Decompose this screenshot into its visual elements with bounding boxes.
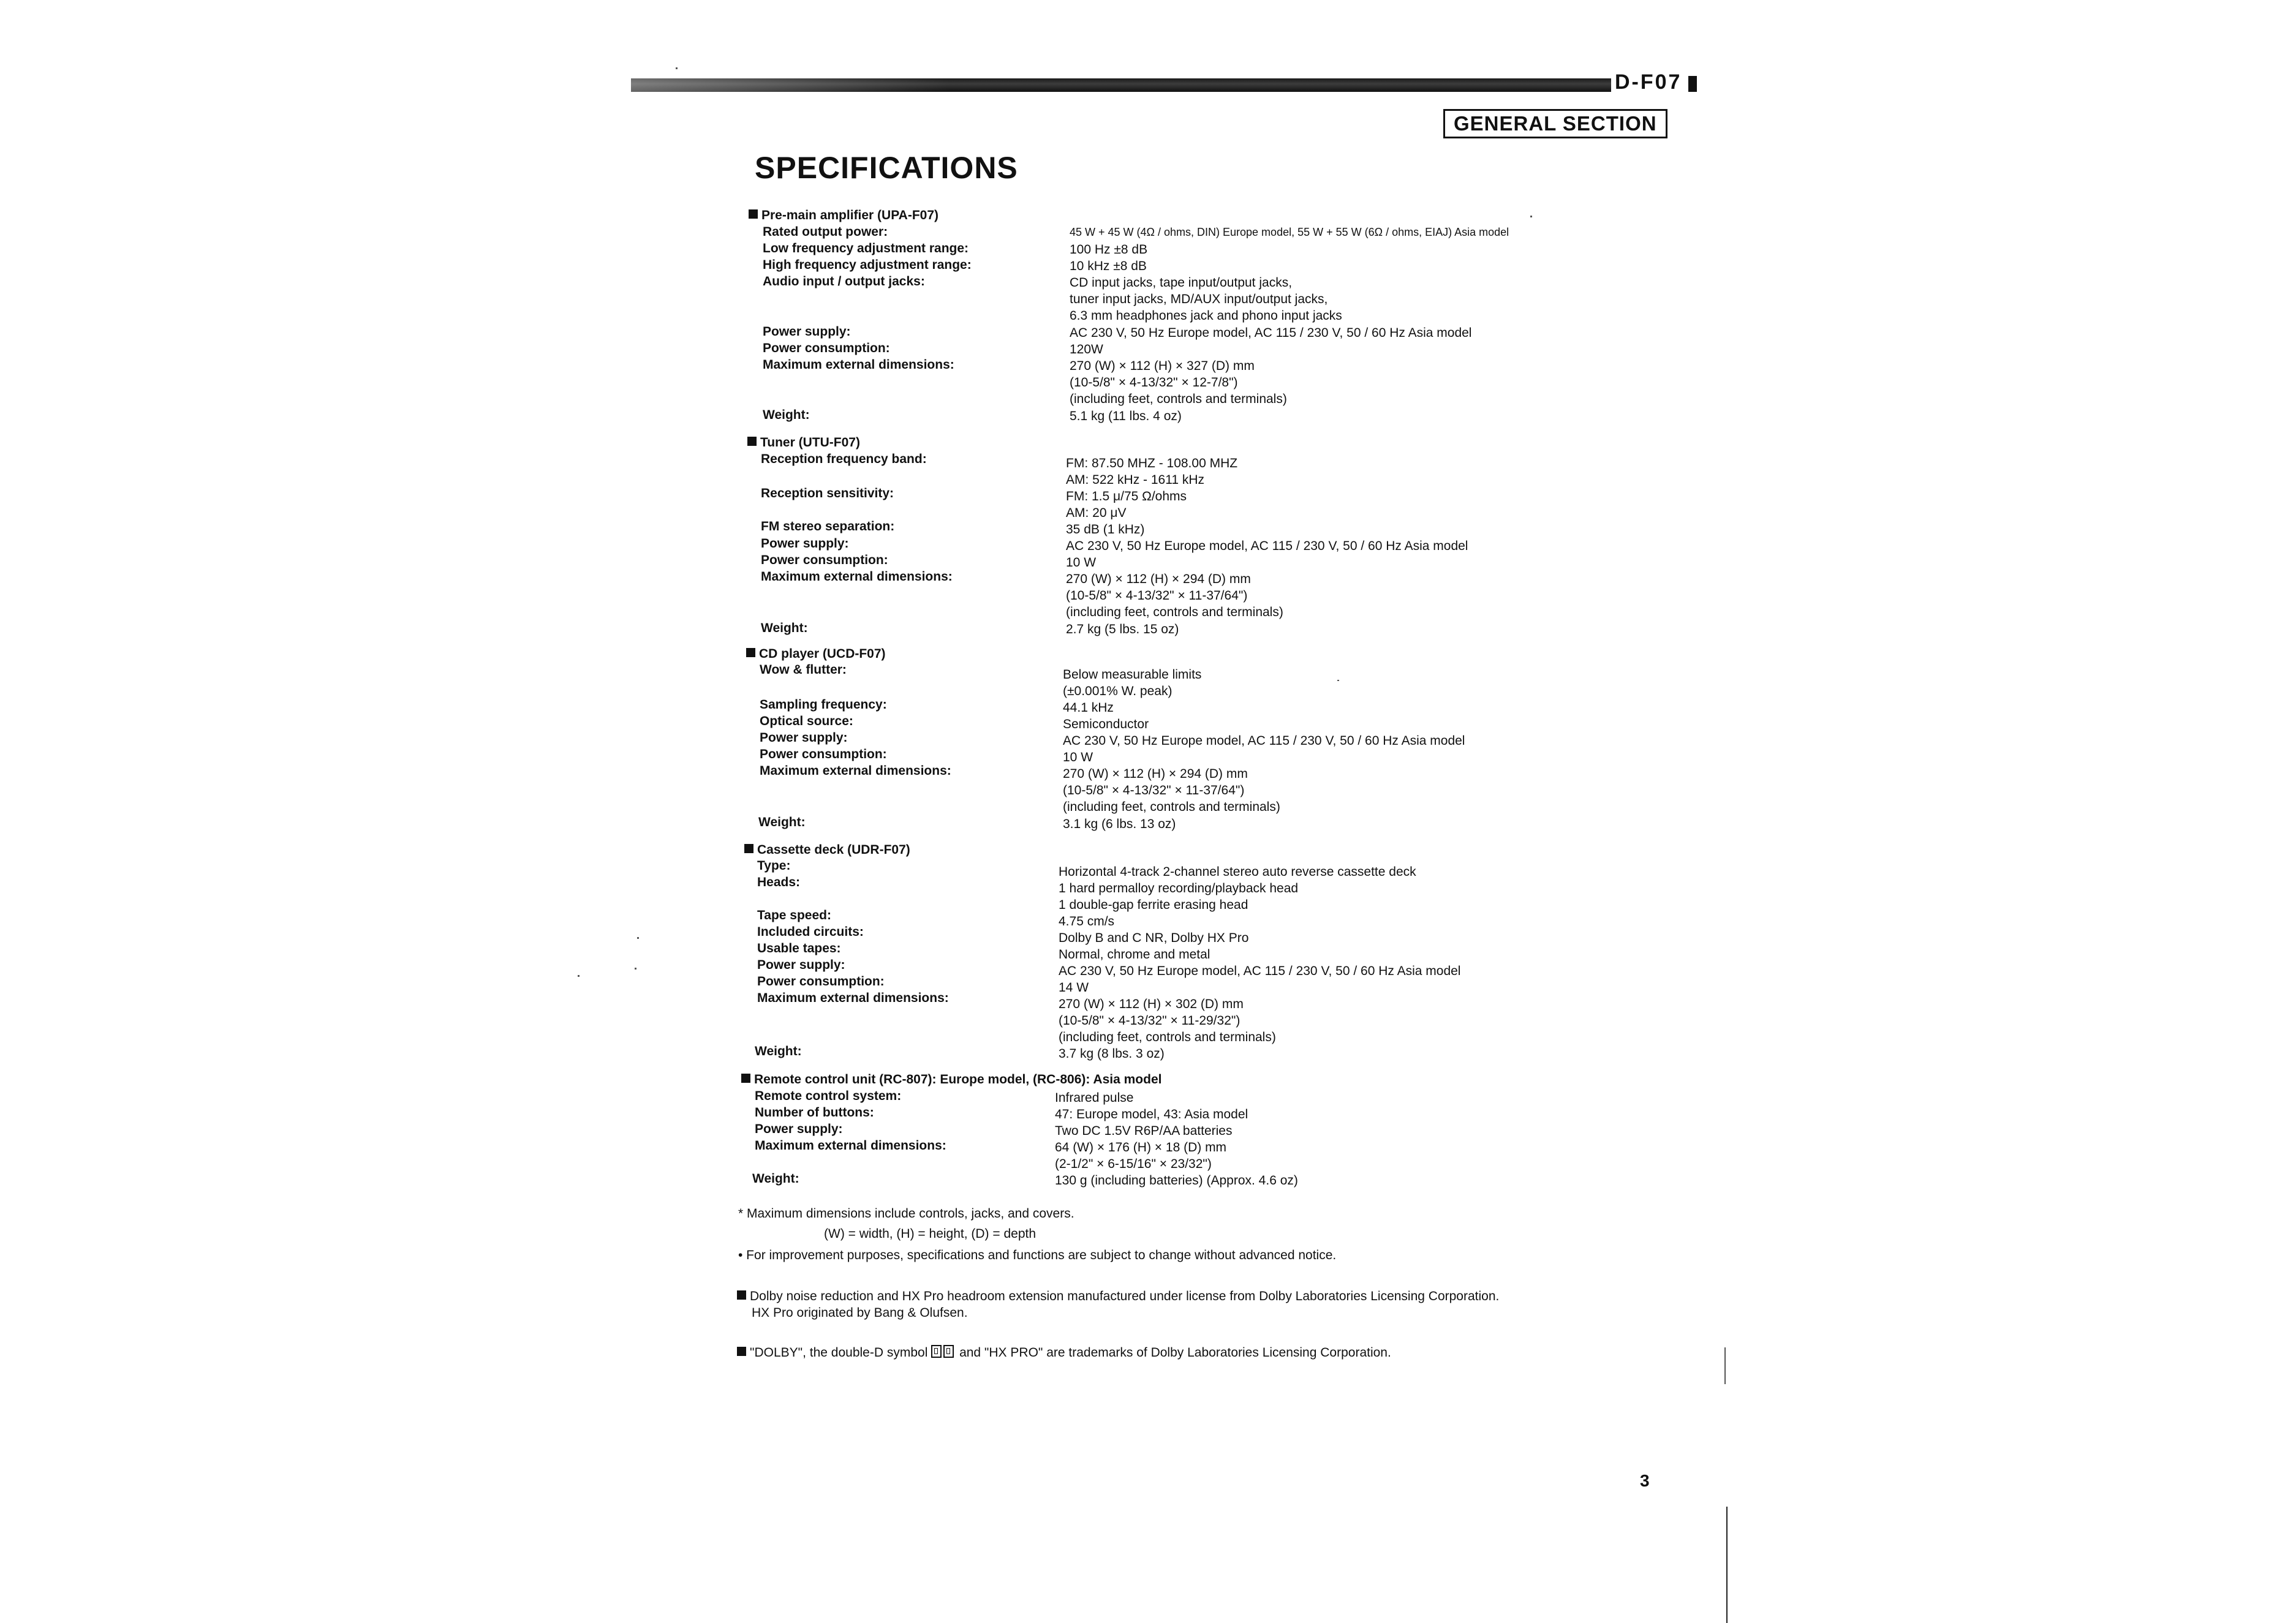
spec-label: Power supply: bbox=[755, 1122, 843, 1136]
spec-label: Power supply: bbox=[757, 958, 845, 972]
spec-label: Maximum external dimensions: bbox=[760, 764, 951, 778]
spec-value: (10-5/8" × 4-13/32" × 11-37/64") bbox=[1066, 589, 1248, 603]
spec-value: (including feet, controls and terminals) bbox=[1063, 800, 1280, 814]
spec-label: Included circuits: bbox=[757, 925, 864, 939]
spec-value: 3.7 kg (8 lbs. 3 oz) bbox=[1059, 1047, 1165, 1061]
section-heading: Remote control unit (RC-807): Europe model, (RC-806): Asia model bbox=[741, 1072, 1161, 1087]
spec-value: (including feet, controls and terminals) bbox=[1070, 392, 1287, 406]
scan-speck bbox=[637, 937, 639, 939]
spec-value: 5.1 kg (11 lbs. 4 oz) bbox=[1070, 409, 1182, 423]
spec-value: 45 W + 45 W (4Ω / ohms, DIN) Europe model, 55 W + 55 W (6Ω / ohms, EIAJ) Asia model bbox=[1070, 226, 1509, 238]
spec-value: 3.1 kg (6 lbs. 13 oz) bbox=[1063, 817, 1176, 831]
spec-label: Power supply: bbox=[761, 537, 849, 551]
spec-value: AM: 20 μV bbox=[1066, 506, 1127, 520]
spec-value: Normal, chrome and metal bbox=[1059, 947, 1210, 962]
spec-label: Maximum external dimensions: bbox=[761, 570, 953, 584]
bullet-icon bbox=[744, 844, 753, 853]
spec-label: Power supply: bbox=[763, 325, 851, 339]
section-heading: CD player (UCD-F07) bbox=[746, 647, 886, 661]
spec-value: AC 230 V, 50 Hz Europe model, AC 115 / 230 V, 50 / 60 Hz Asia model bbox=[1066, 539, 1468, 553]
spec-value: FM: 87.50 MHZ - 108.00 MHZ bbox=[1066, 456, 1238, 470]
section-heading: Cassette deck (UDR-F07) bbox=[744, 843, 910, 857]
scan-speck bbox=[578, 975, 580, 977]
spec-value: Dolby B and C NR, Dolby HX Pro bbox=[1059, 931, 1249, 945]
spec-value: 130 g (including batteries) (Approx. 4.6 oz) bbox=[1055, 1173, 1298, 1188]
spec-label: High frequency adjustment range: bbox=[763, 258, 972, 272]
spec-value: 44.1 kHz bbox=[1063, 701, 1114, 715]
spec-value: Two DC 1.5V R6P/AA batteries bbox=[1055, 1124, 1233, 1138]
spec-value: (10-5/8" × 4-13/32" × 11-37/64") bbox=[1063, 783, 1245, 797]
spec-value: 270 (W) × 112 (H) × 294 (D) mm bbox=[1063, 767, 1248, 781]
scan-speck bbox=[1530, 216, 1532, 217]
spec-value: 4.75 cm/s bbox=[1059, 914, 1115, 928]
spec-label: Power supply: bbox=[760, 731, 848, 745]
spec-label: Wow & flutter: bbox=[760, 663, 847, 677]
bullet-icon bbox=[749, 209, 758, 219]
spec-value: 35 dB (1 kHz) bbox=[1066, 522, 1145, 537]
spec-label: Weight: bbox=[763, 408, 810, 422]
spec-value: 270 (W) × 112 (H) × 294 (D) mm bbox=[1066, 572, 1251, 586]
section-heading: Tuner (UTU-F07) bbox=[747, 435, 860, 450]
trademark-note: "DOLBY", the double-D symbol and "HX PRO" are trademarks of Dolby Laboratories Licensing Corporation. bbox=[737, 1345, 1391, 1360]
spec-value: 10 W bbox=[1066, 555, 1097, 570]
spec-value: CD input jacks, tape input/output jacks, bbox=[1070, 276, 1293, 290]
hx-pro-note: HX Pro originated by Bang & Olufsen. bbox=[752, 1306, 968, 1320]
spec-value: (including feet, controls and terminals) bbox=[1059, 1030, 1276, 1044]
spec-value: 100 Hz ±8 dB bbox=[1070, 243, 1148, 257]
spec-label: Low frequency adjustment range: bbox=[763, 241, 969, 255]
spec-label: Number of buttons: bbox=[755, 1105, 874, 1120]
spec-label: Rated output power: bbox=[763, 225, 888, 239]
section-label: GENERAL SECTION bbox=[1443, 109, 1667, 138]
spec-value: AC 230 V, 50 Hz Europe model, AC 115 / 230 V, 50 / 60 Hz Asia model bbox=[1070, 326, 1472, 340]
spec-label: Type: bbox=[757, 859, 791, 873]
spec-value: AC 230 V, 50 Hz Europe model, AC 115 / 230 V, 50 / 60 Hz Asia model bbox=[1059, 964, 1461, 978]
dimensions-note: * Maximum dimensions include controls, jacks, and covers. bbox=[738, 1207, 1074, 1221]
spec-label: Heads: bbox=[757, 875, 801, 889]
bullet-icon bbox=[737, 1290, 746, 1300]
spec-label: Power consumption: bbox=[761, 553, 888, 567]
spec-label: Tape speed: bbox=[757, 908, 831, 922]
spec-label: Maximum external dimensions: bbox=[757, 991, 949, 1005]
scan-speck bbox=[676, 67, 678, 69]
spec-label: Optical source: bbox=[760, 714, 853, 728]
bullet-icon bbox=[747, 437, 757, 446]
spec-value: 270 (W) × 112 (H) × 302 (D) mm bbox=[1059, 997, 1244, 1011]
bullet-icon bbox=[746, 648, 755, 657]
spec-value: AC 230 V, 50 Hz Europe model, AC 115 / 230 V, 50 / 60 Hz Asia model bbox=[1063, 734, 1465, 748]
bullet-icon bbox=[741, 1074, 750, 1083]
spec-value: (10-5/8" × 4-13/32" × 11-29/32") bbox=[1059, 1014, 1241, 1028]
spec-label: Weight: bbox=[758, 815, 806, 829]
spec-label: FM stereo separation: bbox=[761, 519, 895, 533]
spec-value: tuner input jacks, MD/AUX input/output jacks, bbox=[1070, 292, 1328, 306]
spec-value: 120W bbox=[1070, 342, 1103, 356]
spec-label: Reception frequency band: bbox=[761, 452, 927, 466]
spec-label: Audio input / output jacks: bbox=[763, 274, 925, 288]
spec-value: (including feet, controls and terminals) bbox=[1066, 605, 1283, 619]
section-heading: Pre-main amplifier (UPA-F07) bbox=[749, 208, 938, 223]
spec-label: Power consumption: bbox=[763, 341, 890, 355]
spec-label: Power consumption: bbox=[760, 747, 887, 761]
dimensions-key: (W) = width, (H) = height, (D) = depth bbox=[824, 1227, 1037, 1241]
spec-value: 1 double-gap ferrite erasing head bbox=[1059, 898, 1248, 912]
header-band-fade bbox=[631, 78, 950, 92]
scan-mark bbox=[1724, 1347, 1726, 1384]
spec-value: 2.7 kg (5 lbs. 15 oz) bbox=[1066, 622, 1179, 636]
spec-value: 1 hard permalloy recording/playback head bbox=[1059, 881, 1299, 895]
spec-value: 47: Europe model, 43: Asia model bbox=[1055, 1107, 1248, 1121]
spec-label: Weight: bbox=[752, 1172, 799, 1186]
spec-value: Below measurable limits bbox=[1063, 668, 1202, 682]
spec-label: Weight: bbox=[761, 621, 808, 635]
spec-value: 14 W bbox=[1059, 981, 1089, 995]
spec-label: Remote control system: bbox=[755, 1089, 902, 1103]
dolby-double-d-icon bbox=[943, 1345, 954, 1358]
scan-speck bbox=[1337, 680, 1339, 681]
spec-value: AM: 522 kHz - 1611 kHz bbox=[1066, 473, 1205, 487]
spec-label: Power consumption: bbox=[757, 974, 885, 988]
spec-value: (10-5/8" × 4-13/32" × 12-7/8") bbox=[1070, 375, 1238, 390]
improvement-note: • For improvement purposes, specifications and functions are subject to change without advanced notice. bbox=[738, 1248, 1337, 1262]
spec-label: Reception sensitivity: bbox=[761, 486, 894, 500]
spec-label: Usable tapes: bbox=[757, 941, 841, 955]
model-code-mark bbox=[1688, 76, 1697, 92]
spec-label: Sampling frequency: bbox=[760, 698, 887, 712]
model-code: D-F07 bbox=[1615, 70, 1682, 94]
scan-speck bbox=[635, 968, 636, 970]
spec-label: Weight: bbox=[755, 1044, 802, 1058]
spec-value: Horizontal 4-track 2-channel stereo auto reverse cassette deck bbox=[1059, 865, 1416, 879]
spec-value: 6.3 mm headphones jack and phono input jacks bbox=[1070, 309, 1342, 323]
spec-value: (±0.001% W. peak) bbox=[1063, 684, 1173, 698]
spec-label: Maximum external dimensions: bbox=[763, 358, 954, 372]
spec-value: FM: 1.5 μ/75 Ω/ohms bbox=[1066, 489, 1187, 503]
spec-value: 64 (W) × 176 (H) × 18 (D) mm bbox=[1055, 1140, 1227, 1154]
scan-edge-line bbox=[1726, 1507, 1728, 1623]
page-number: 3 bbox=[1640, 1471, 1650, 1490]
spec-label: Maximum external dimensions: bbox=[755, 1139, 946, 1153]
bullet-icon bbox=[737, 1347, 746, 1356]
spec-value: 10 kHz ±8 dB bbox=[1070, 259, 1147, 273]
page-title: SPECIFICATIONS bbox=[755, 151, 1018, 185]
spec-value: Infrared pulse bbox=[1055, 1091, 1134, 1105]
spec-value: 10 W bbox=[1063, 750, 1093, 764]
dolby-double-d-icon bbox=[931, 1345, 942, 1358]
spec-value: 270 (W) × 112 (H) × 327 (D) mm bbox=[1070, 359, 1255, 373]
spec-value: (2-1/2" × 6-15/16" × 23/32") bbox=[1055, 1157, 1212, 1171]
spec-value: Semiconductor bbox=[1063, 717, 1149, 731]
dolby-license-note: Dolby noise reduction and HX Pro headroom extension manufactured under license from Dolby Laboratories Licensing Corporation. bbox=[737, 1289, 1499, 1304]
